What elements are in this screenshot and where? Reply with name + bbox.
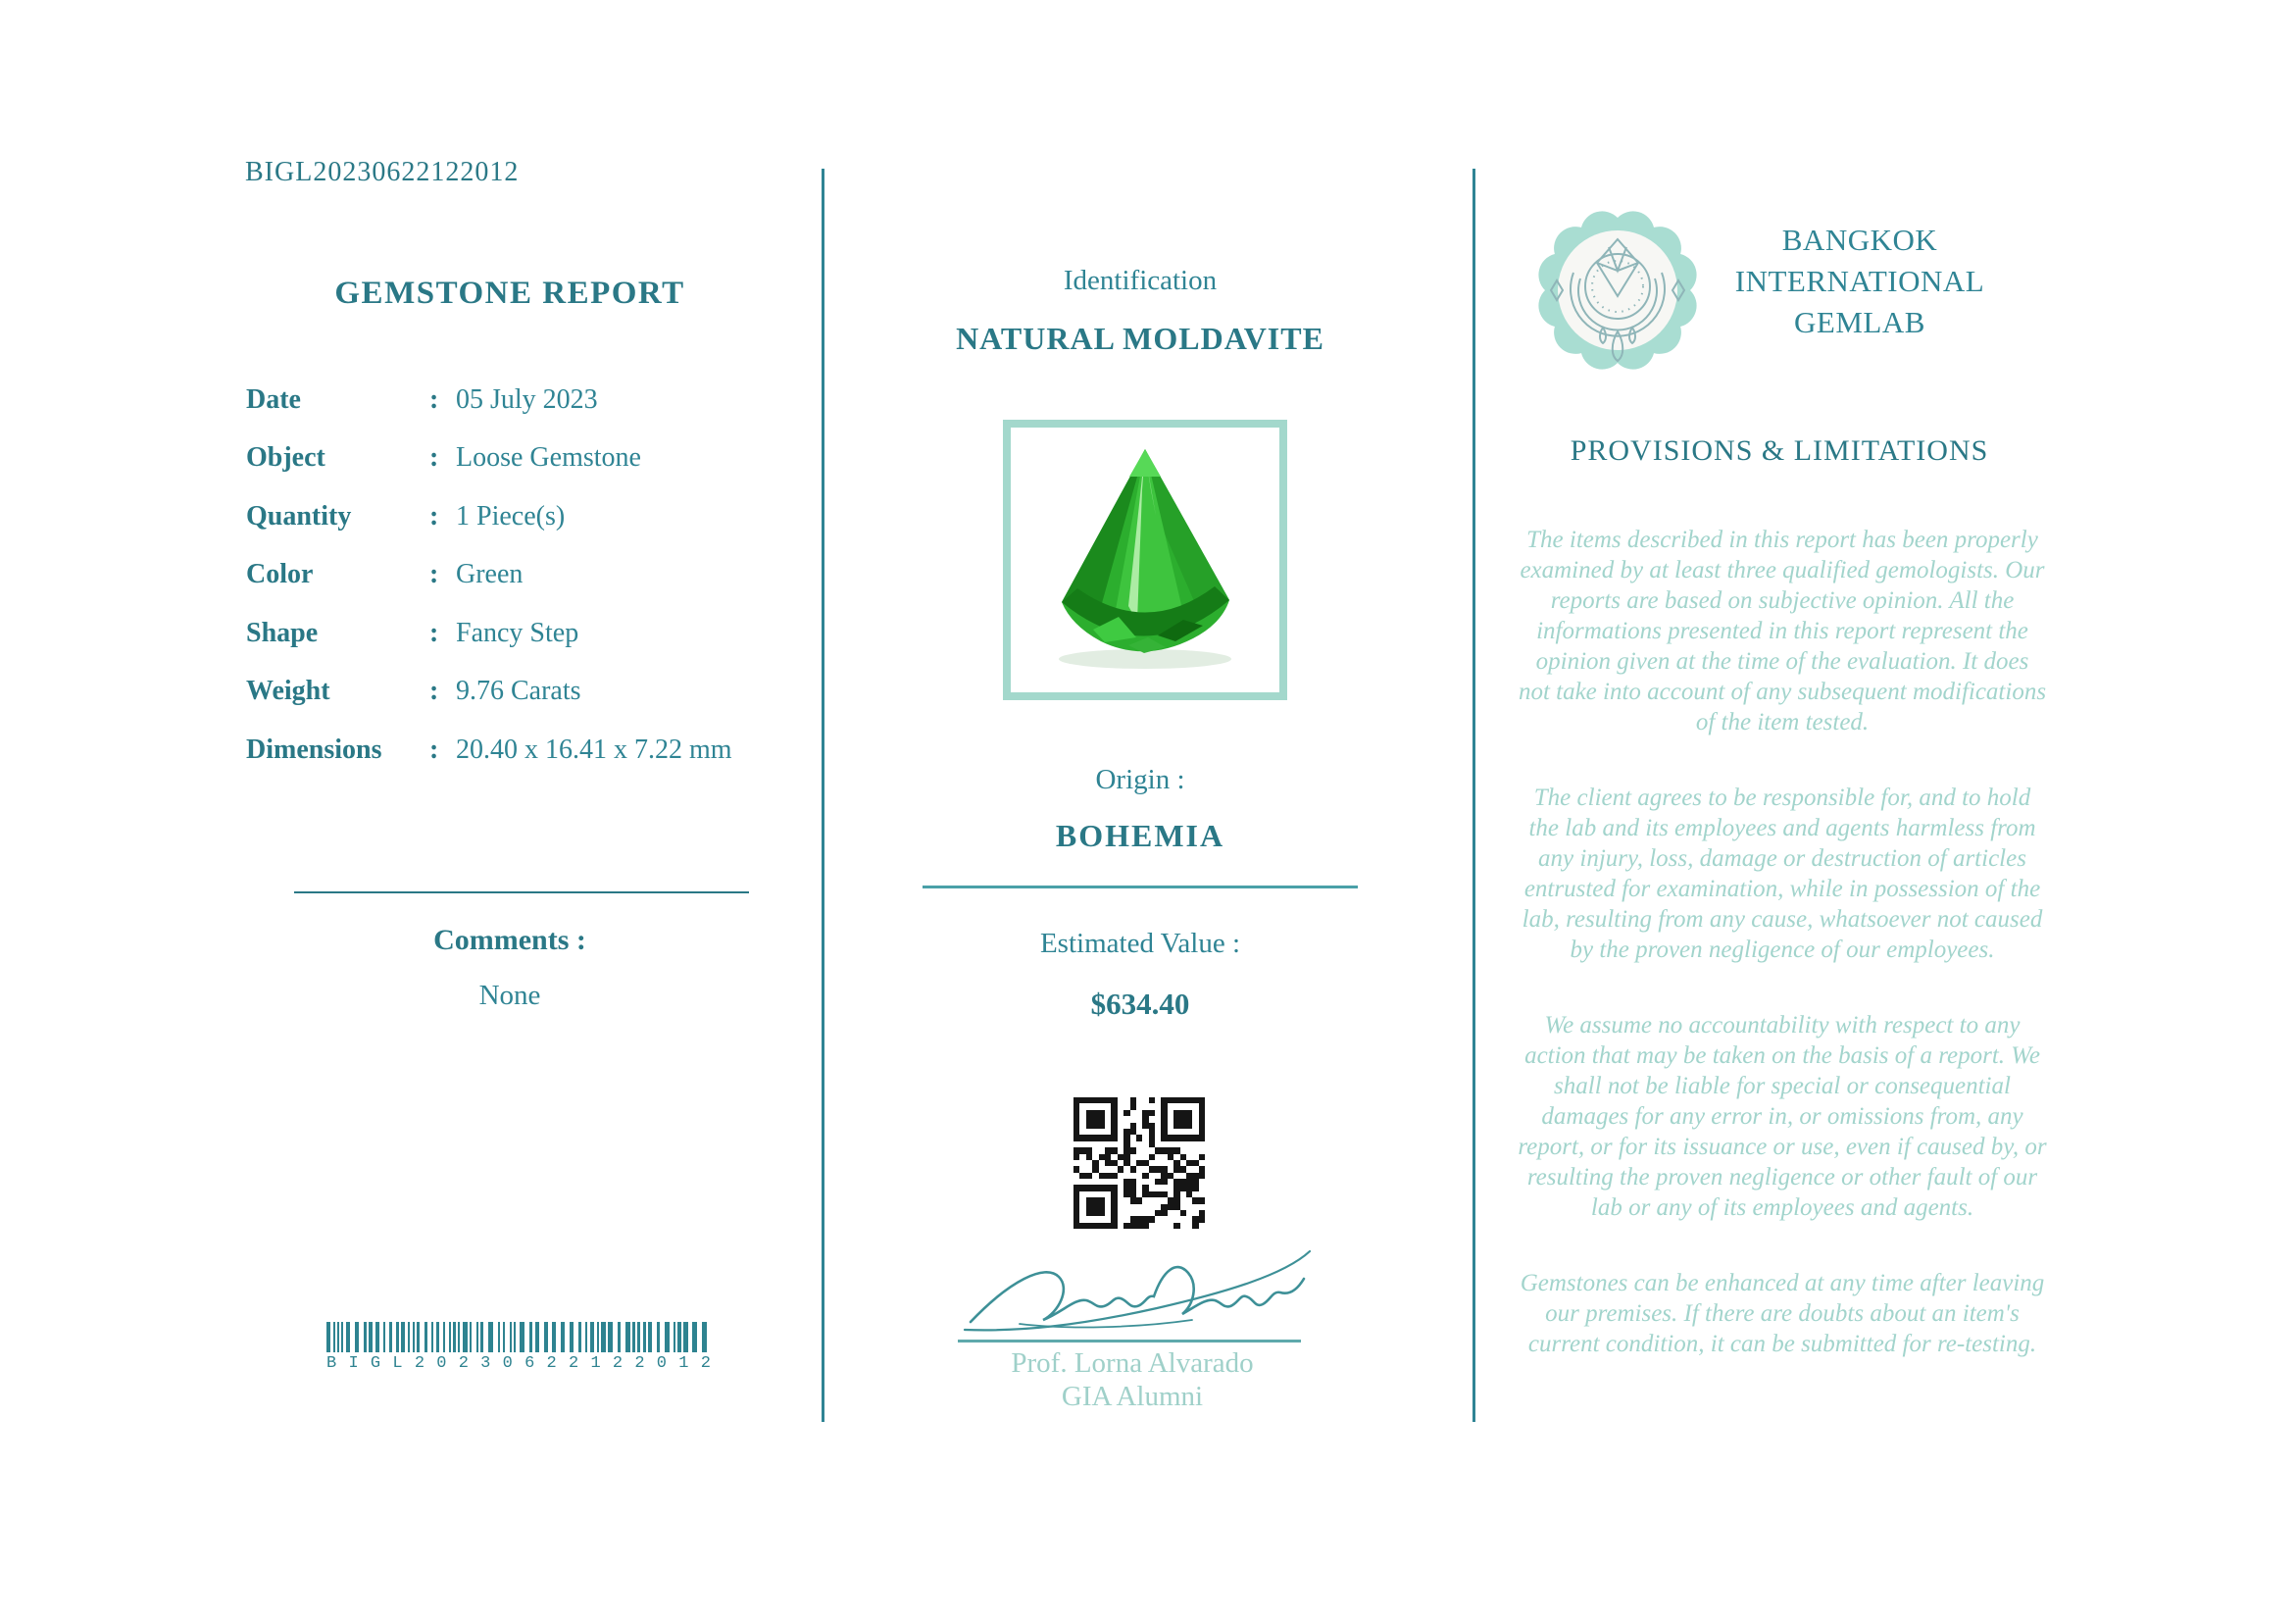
field-colon: : [429,559,439,590]
gemstone-photo-frame [1003,420,1287,700]
provisions-paragraph: The items described in this report has been properly examined by at least three qualified gemologists. Our reports are based on subjective opinion. All the informations presented in this report represent the opinion given at the time of the evaluation. It does not take into account of any subsequent modifications of the item tested. [1518,527,2047,735]
field-label: Date [246,383,301,415]
gemlab-logo [1531,204,1704,381]
barcode-bars [326,1322,711,1352]
table-row [246,371,756,430]
provisions-paragraph: Gemstones can be enhanced at any time after leaving our premises. If there are doubts about an item's current condition, it can be submitted for re-testing. [1520,1270,2045,1357]
field-value: Green [456,559,524,590]
signature-line [958,1340,1301,1342]
field-label: Quantity [246,500,352,532]
field-value: 1 Piece(s) [456,500,566,532]
lab-name [1713,220,2007,343]
identification-heading: Identification [1063,265,1218,296]
table-row [246,721,756,780]
signature [961,1247,1314,1342]
origin-value: BOHEMIA [1055,818,1225,853]
field-value: 05 July 2023 [456,383,598,415]
signatory-name: Prof. Lorna Alvarado [1011,1347,1254,1379]
column-divider-left [822,169,824,1422]
gem-details-table [246,371,756,780]
field-colon: : [429,617,439,648]
table-row [246,604,756,663]
field-label: Weight [246,676,330,707]
table-row [246,546,756,605]
table-row [246,487,756,546]
estimated-value-heading: Estimated Value : [1039,928,1241,959]
field-label: Object [246,442,325,474]
field-colon: : [429,676,439,707]
comments-heading: Comments : [433,924,586,956]
field-colon: : [429,734,439,765]
field-label: Dimensions [246,734,382,765]
barcode-text: B I G L 2 0 2 3 0 6 2 2 1 2 2 0 1 2 [326,1354,711,1373]
lab-name-line: GEMLAB [1794,305,1925,339]
signatory-title: GIA Alumni [1061,1381,1204,1412]
provisions-text [1518,525,2047,1404]
field-colon: : [429,500,439,532]
field-label: Color [246,559,314,590]
estimated-value-amount: $634.40 [1090,987,1190,1021]
field-colon: : [429,442,439,474]
provisions-paragraph: We assume no accountability with respect to any action that may be taken on the basis of a report. We shall not be liable for special or consequential damages for any error in, or omissions from, any report, or for its issuance or use, even if caused by, or resulting the proven negligence or other fault of our lab or any of its employees and agents. [1518,1012,2047,1221]
comments-divider [294,891,749,893]
field-value: 9.76 Carats [456,676,581,707]
lab-name-line: INTERNATIONAL [1734,264,1985,298]
table-row [246,430,756,488]
table-row [246,663,756,722]
gem-identification-name: NATURAL MOLDAVITE [956,321,1324,356]
field-value: 20.40 x 16.41 x 7.22 mm [456,734,732,765]
column-divider-right [1472,169,1475,1422]
origin-divider [923,886,1358,888]
provisions-paragraph: The client agrees to be responsible for, and to hold the lab and its employees and agents harmless from any injury, loss, damage or destruction of articles entrusted for examination, while in possession of the lab, resulting from any cause, whatsoever not caused by the proven negligence of our employees. [1522,785,2043,963]
report-number: BIGL20230622122012 [245,157,520,187]
qr-code [1073,1097,1205,1229]
field-value: Fancy Step [456,617,579,648]
page-title: GEMSTONE REPORT [334,276,685,311]
gemstone-photo [1011,428,1279,692]
field-value: Loose Gemstone [456,442,641,474]
field-colon: : [429,383,439,415]
comments-value: None [478,980,541,1011]
field-label: Shape [246,617,319,648]
provisions-heading: PROVISIONS & LIMITATIONS [1570,434,1989,467]
barcode [326,1322,711,1373]
origin-heading: Origin : [1095,764,1185,795]
lab-name-line: BANGKOK [1781,223,1938,257]
